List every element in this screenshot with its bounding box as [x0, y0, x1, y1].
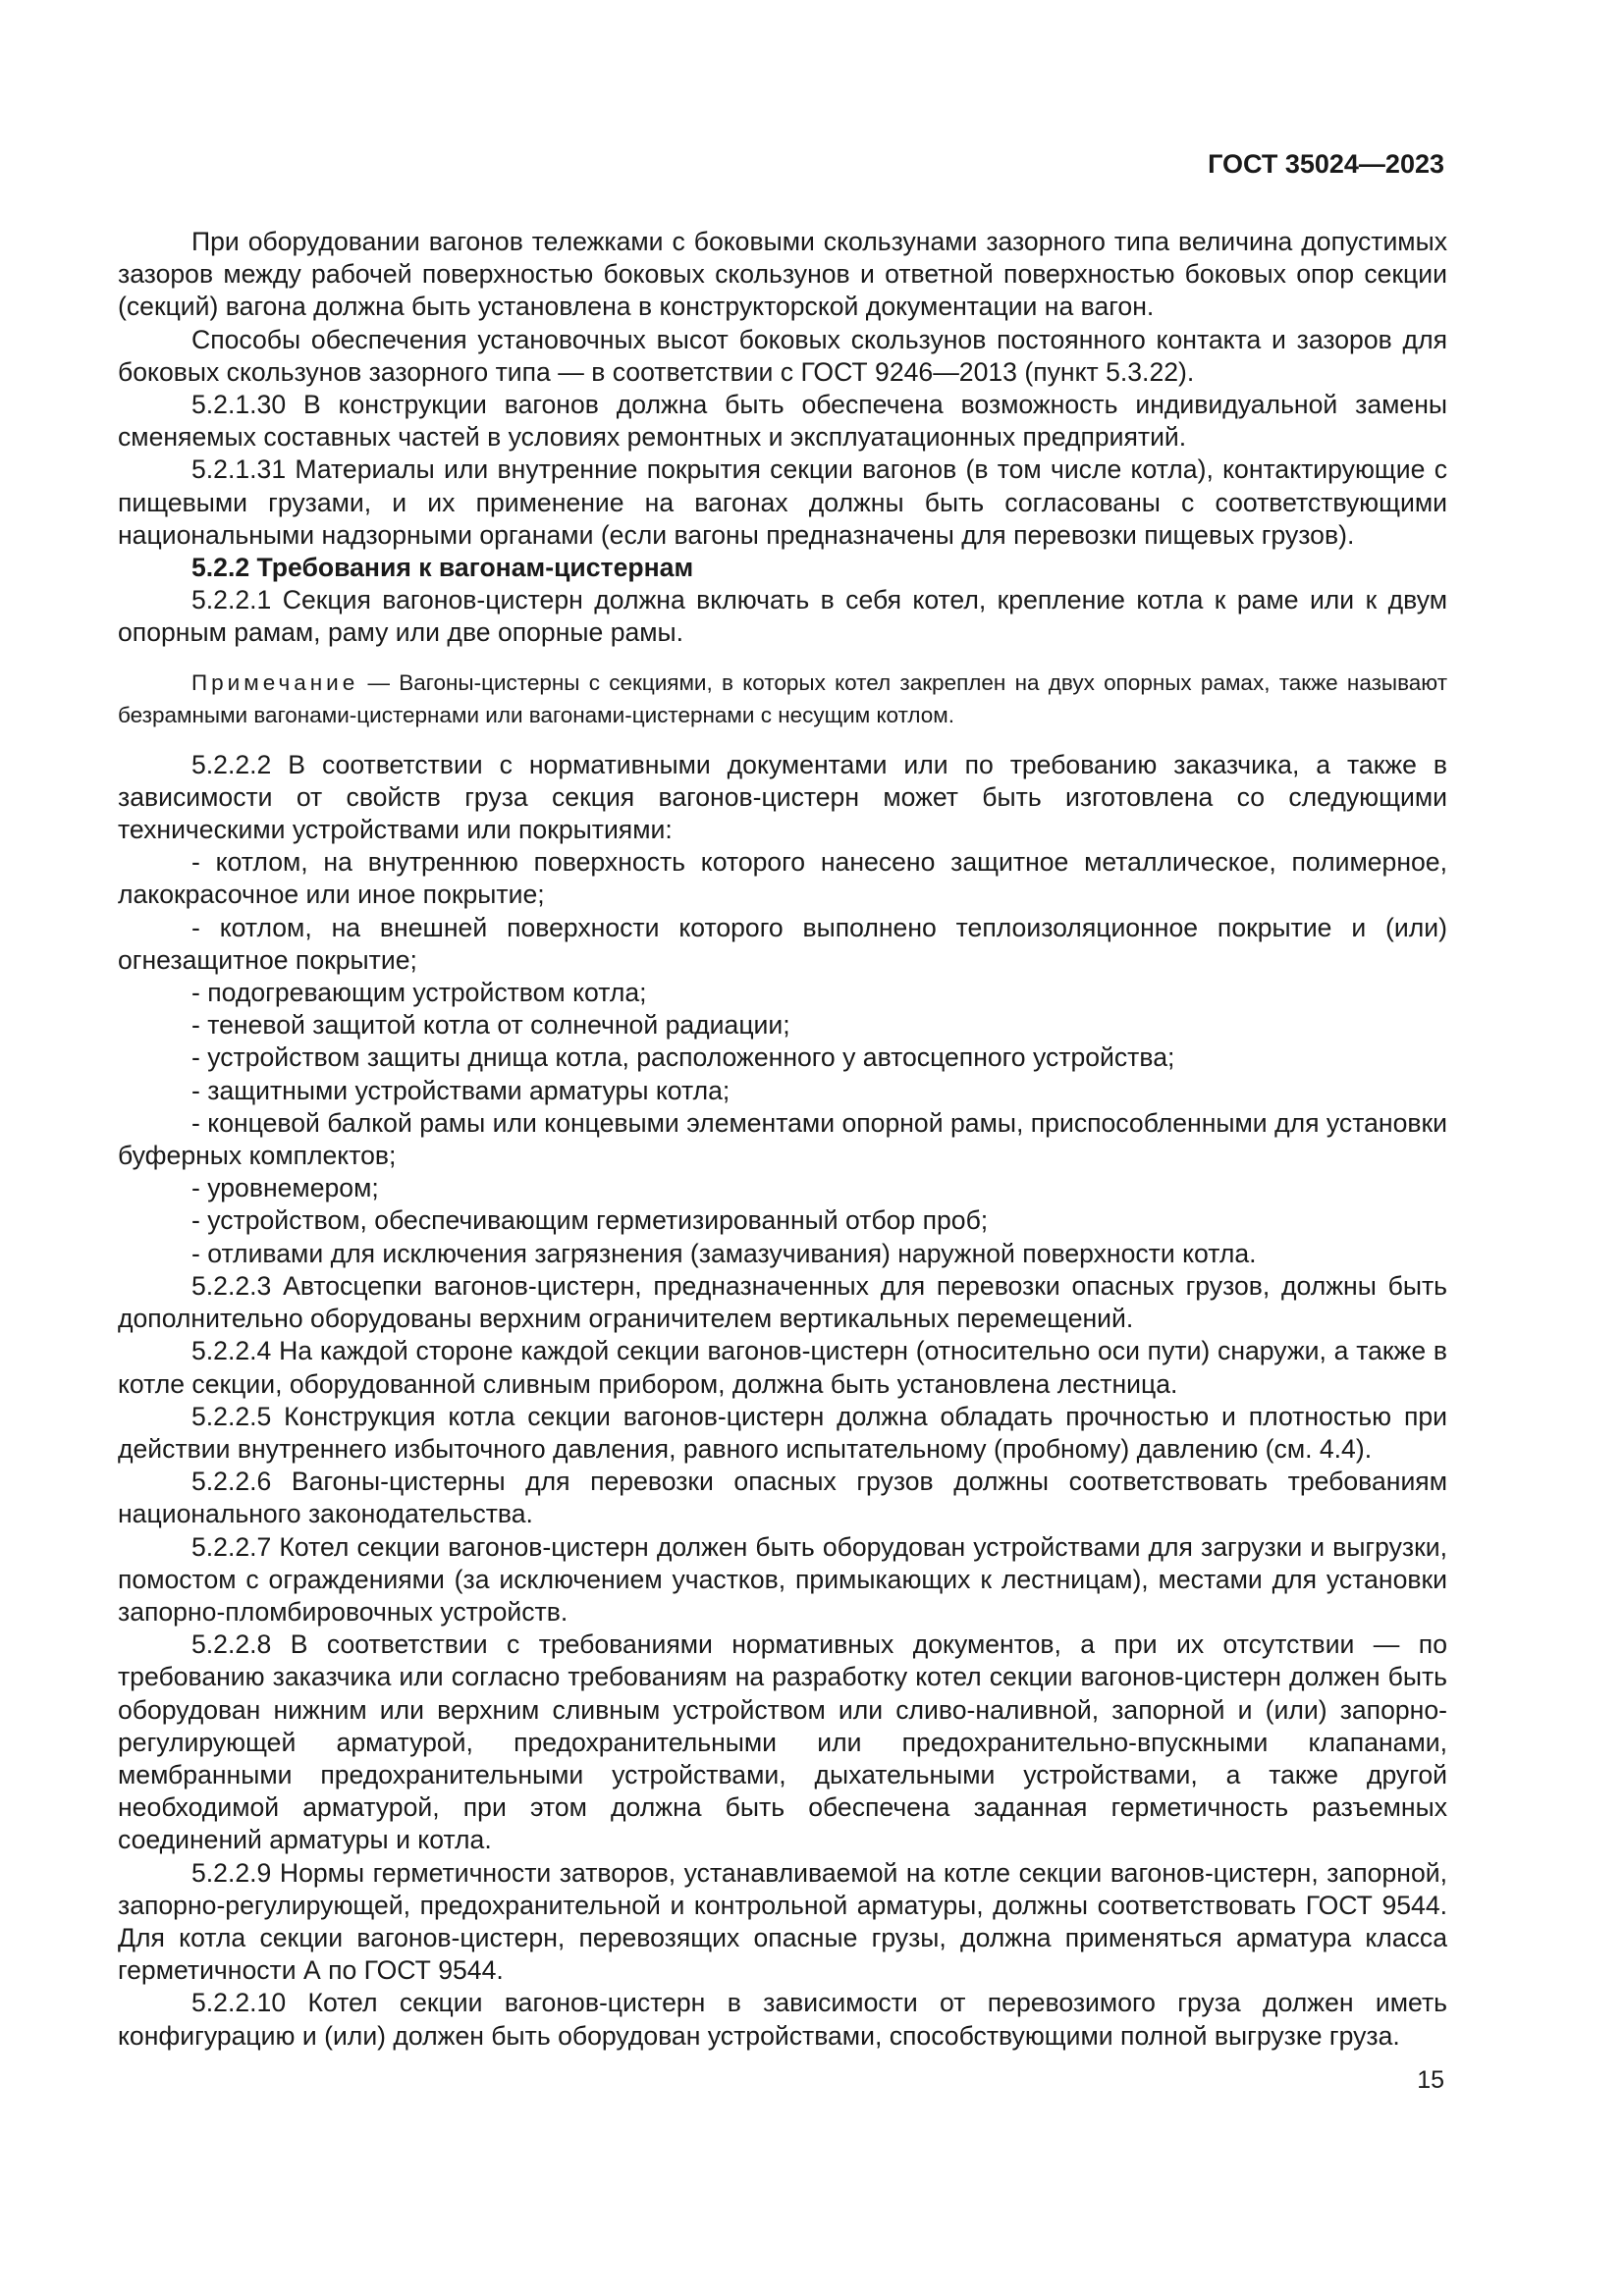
- paragraph-5-2-2-1: 5.2.2.1 Секция вагонов-цистерн должна включать в себя котел, крепление котла к раме или к двум опорным рамам, раму или две опорные рамы.: [118, 585, 1447, 648]
- document-header-id: ГОСТ 35024—2023: [1208, 149, 1444, 179]
- paragraph: При оборудовании вагонов тележками с боковыми скользунами зазорного типа величина допустимых зазоров между рабочей поверхностью боковых скользунов и ответной поверхностью боковых опор секции (секций) вагона должна быть установлена в конструкторской документации на вагон.: [118, 227, 1447, 322]
- paragraph-5-2-2-4: 5.2.2.4 На каждой стороне каждой секции вагонов-цистерн (относительно оси пути) снаружи, а также в котле секции, оборудованной сливным прибором, должна быть установлена лестница.: [118, 1336, 1447, 1399]
- page-number: 15: [1417, 2066, 1444, 2094]
- paragraph-5-2-2-10: 5.2.2.10 Котел секции вагонов-цистерн в зависимости от перевозимого груза должен иметь конфигурацию и (или) должен быть оборудован устройствами, способствующими полной выгрузке груза.: [118, 1988, 1447, 2051]
- equipment-list: [118, 846, 1447, 1270]
- list-item: - устройством защиты днища котла, расположенного у автосцепного устройства;: [191, 1042, 1175, 1073]
- paragraph-5-2-2-5: 5.2.2.5 Конструкция котла секции вагонов-цистерн должна обладать прочностью и плотностью при действии внутреннего избыточного давления, равного испытательному (пробному) давлению (см. 4.4).: [118, 1401, 1447, 1464]
- paragraph-5-2-2-3: 5.2.2.3 Автосцепки вагонов-цистерн, предназначенных для перевозки опасных грузов, должны быть дополнительно оборудованы верхним ограничителем вертикальных перемещений.: [118, 1270, 1447, 1334]
- list-item: - подогревающим устройством котла;: [191, 978, 647, 1008]
- note-text: — Вагоны-цистерны с секциями, в которых котел закреплен на двух опорных рамах, также называют безрамными вагонами-цистернами или вагонами-цистернами с несущим котлом.: [118, 669, 1447, 727]
- list-item: - котлом, на внешней поверхности которого выполнено теплоизоляционное покрытие и (или) огнезащитное покрытие;: [118, 912, 1447, 975]
- paragraph-5-2-2-2: 5.2.2.2 В соответствии с нормативными документами или по требованию заказчика, а также в зависимости от свойств груза секция вагонов-цистерн может быть изготовлена со следующими техническими устройствами или покрытиями:: [118, 749, 1447, 845]
- paragraph-5-2-2-8: 5.2.2.8 В соответствии с требованиями нормативных документов, а при их отсутствии — по требованию заказчика или согласно требованиям на разработку котел секции вагонов-цистерн должен быть оборудован нижним или верхним сливным устройством или сливо-наливной, запорной и (или) запорно-регулирующей арматурой, предохранительными или предохранительно-впускными клапанами, мембранными предохранительными устройствами, дыхательными устройствами, а также другой необходимой арматурой, при этом должна быть обеспечена заданная герметичность разъемных соединений арматуры и котла.: [118, 1629, 1447, 1855]
- paragraph: Способы обеспечения установочных высот боковых скользунов постоянного контакта и зазоров для боковых скользунов зазорного типа — в соответствии с ГОСТ 9246—2013 (пункт 5.3.22).: [118, 324, 1447, 387]
- list-item: - концевой балкой рамы или концевыми элементами опорной рамы, приспособленными для установки буферных комплектов;: [118, 1107, 1447, 1171]
- paragraph-5-2-2-6: 5.2.2.6 Вагоны-цистерны для перевозки опасных грузов должны соответствовать требованиям национального законодательства.: [118, 1467, 1447, 1529]
- note: [118, 667, 1447, 731]
- section-heading-5-2-2: 5.2.2 Требования к вагонам-цистернам: [191, 553, 694, 583]
- paragraph-5-2-2-7: 5.2.2.7 Котел секции вагонов-цистерн должен быть оборудован устройствами для загрузки и выгрузки, помостом с ограждениями (за исключением участков, примыкающих к лестницам), местами для установки запорно-пломбировочных устройств.: [118, 1531, 1447, 1627]
- list-item: - устройством, обеспечивающим герметизированный отбор проб;: [191, 1205, 989, 1236]
- paragraph-5-2-1-30: 5.2.1.30 В конструкции вагонов должна быть обеспечена возможность индивидуальной замены сменяемых составных частей в условиях ремонтных и эксплуатационных предприятий.: [118, 390, 1447, 453]
- paragraph-5-2-1-31: 5.2.1.31 Материалы или внутренние покрытия секции вагонов (в том числе котла), контактирующие с пищевыми грузами, и их применение на вагонах должны быть согласованы с соответствующими национальными надзорными органами (если вагоны предназначены для перевозки пищевых грузов).: [118, 454, 1447, 550]
- list-item: - отливами для исключения загрязнения (замазучивания) наружной поверхности котла.: [191, 1238, 1257, 1268]
- list-item: - котлом, на внутреннюю поверхность которого нанесено защитное металлическое, полимерное, лакокрасочное или иное покрытие;: [118, 847, 1447, 910]
- note-label: Примечание: [191, 669, 359, 695]
- list-item: - уровнемером;: [191, 1173, 379, 1203]
- list-item: - защитными устройствами арматуры котла;: [191, 1075, 731, 1105]
- paragraph-5-2-2-9: 5.2.2.9 Нормы герметичности затворов, устанавливаемой на котле секции вагонов-цистерн, запорной, запорно-регулирующей, предохранительной и контрольной арматуры, должны соответствовать ГОСТ 9544. Для котла секции вагонов-цистерн, перевозящих опасные грузы, должна применяться арматура класса герметичности А по ГОСТ 9544.: [118, 1857, 1447, 1986]
- page-body: [118, 226, 1447, 2053]
- list-item: - теневой защитой котла от солнечной радиации;: [191, 1010, 790, 1041]
